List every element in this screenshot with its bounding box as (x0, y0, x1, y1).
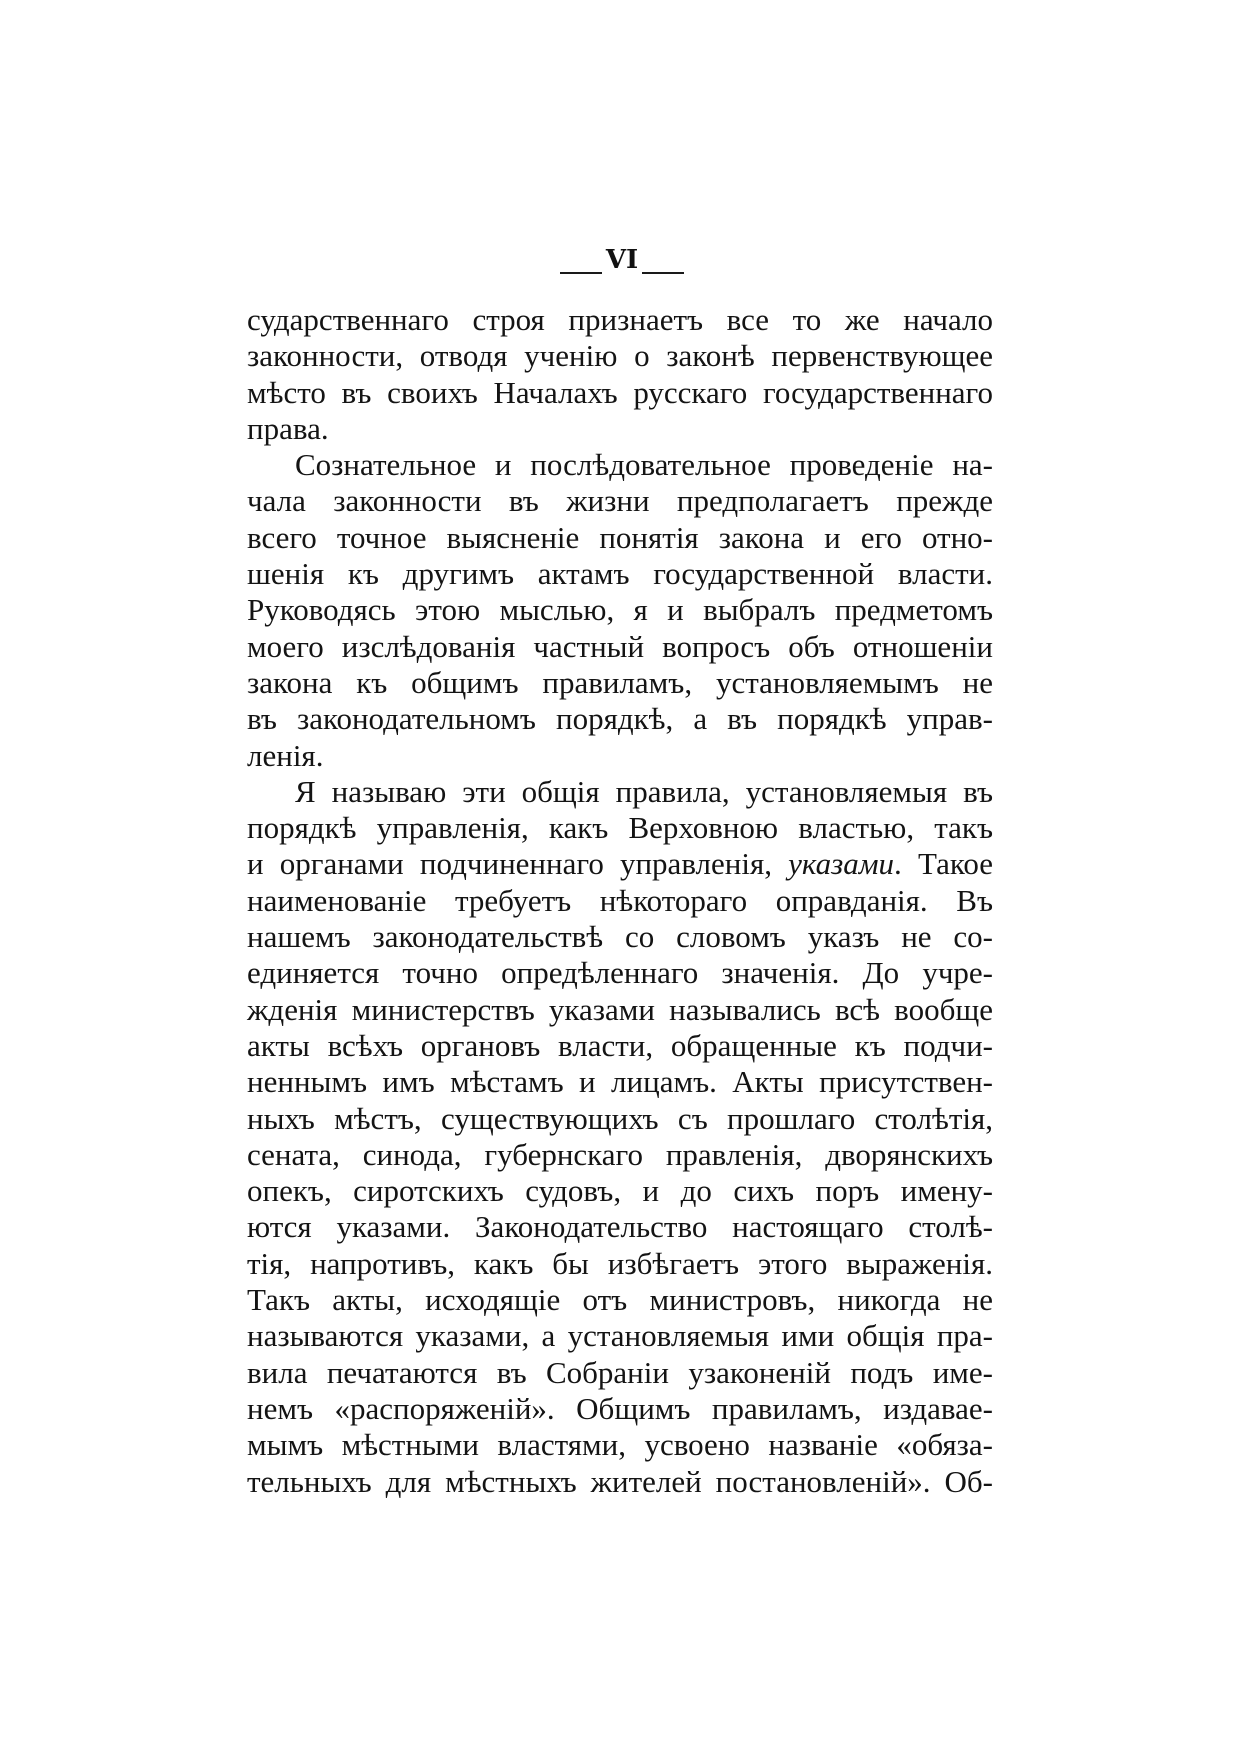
text-line: акты всѣхъ органовъ власти, обращенные къ подчи- (247, 1027, 993, 1063)
text-line-end: . Такое (894, 846, 993, 882)
text-line: въ законодательномъ порядкѣ, а въ порядкѣ управ- (247, 701, 993, 737)
text-line-start: и органами подчиненнаго управленія, (247, 846, 772, 882)
text-line: тія, напротивъ, какъ бы избѣгаетъ этого выраженія. (247, 1245, 993, 1281)
header-rule-right (642, 272, 684, 274)
text-line: шенія къ другимъ актамъ государственной власти. (247, 556, 993, 592)
text-line: Руководясь этою мыслью, я и выбралъ предметомъ (247, 592, 993, 628)
text-line: называются указами, а установляемыя ими общія пра- (247, 1318, 993, 1354)
text-line: ленія. (247, 737, 324, 773)
text-line: нашемъ законодательствѣ со словомъ указъ не со- (247, 919, 993, 955)
header-rule-left (560, 272, 602, 274)
text-line: порядкѣ управленія, какъ Верховною властью, такъ (247, 810, 993, 846)
text-line: ныхъ мѣстъ, существующихъ съ прошлаго столѣтія, (247, 1100, 993, 1136)
text-line: мѣсто въ своихъ Началахъ русскаго государственнаго (247, 374, 993, 410)
text-line: Я называю эти общія правила, установляемыя въ (295, 773, 993, 809)
text-line: чала законности въ жизни предполагаетъ прежде (247, 483, 993, 519)
text-line: единяется точно опредѣленнаго значенія. До учре- (247, 955, 993, 991)
text-line: мымъ мѣстными властями, усвоено названіе «обяза- (247, 1427, 993, 1463)
text-line: ются указами. Законодательство настоящаго столѣ- (247, 1209, 993, 1245)
text-line: вила печатаются въ Собраніи узаконеній подъ име- (247, 1354, 993, 1390)
text-line: всего точное выясненіе понятія закона и его отно- (247, 519, 993, 555)
text-line: закона къ общимъ правиламъ, установляемымъ не (247, 664, 993, 700)
page-header (560, 243, 684, 277)
text-line: немъ «распоряженій». Общимъ правиламъ, издавае- (247, 1390, 993, 1426)
emphasized-term: указами (788, 846, 895, 882)
text-line: неннымъ имъ мѣстамъ и лицамъ. Акты присутствен- (247, 1064, 993, 1100)
text-line: Такъ акты, исходящіе отъ министровъ, никогда не (247, 1282, 993, 1318)
text-line: опекъ, сиротскихъ судовъ, и до сихъ поръ имену- (247, 1173, 993, 1209)
text-line: сударственнаго строя признаетъ все то же начало (247, 302, 993, 337)
text-line: Сознательное и послѣдовательное проведеніе на- (295, 447, 993, 483)
text-line: жденія министерствъ указами назывались всѣ вообще (247, 991, 993, 1027)
page-number: VI (605, 245, 639, 275)
text-line-with-emphasis (247, 846, 993, 882)
text-line: законности, отводя ученію о законѣ первенствующее (247, 338, 993, 374)
text-line: моего изслѣдованія частный вопросъ объ отношеніи (247, 628, 993, 664)
text-line: сената, синода, губернскаго правленія, дворянскихъ (247, 1136, 993, 1172)
text-line: наименованіе требуетъ нѣкотораго оправданія. Въ (247, 882, 993, 918)
text-line: тельныхъ для мѣстныхъ жителей постановленій». Об- (247, 1463, 993, 1499)
text-line: права. (247, 410, 329, 446)
body-text (247, 302, 993, 1500)
